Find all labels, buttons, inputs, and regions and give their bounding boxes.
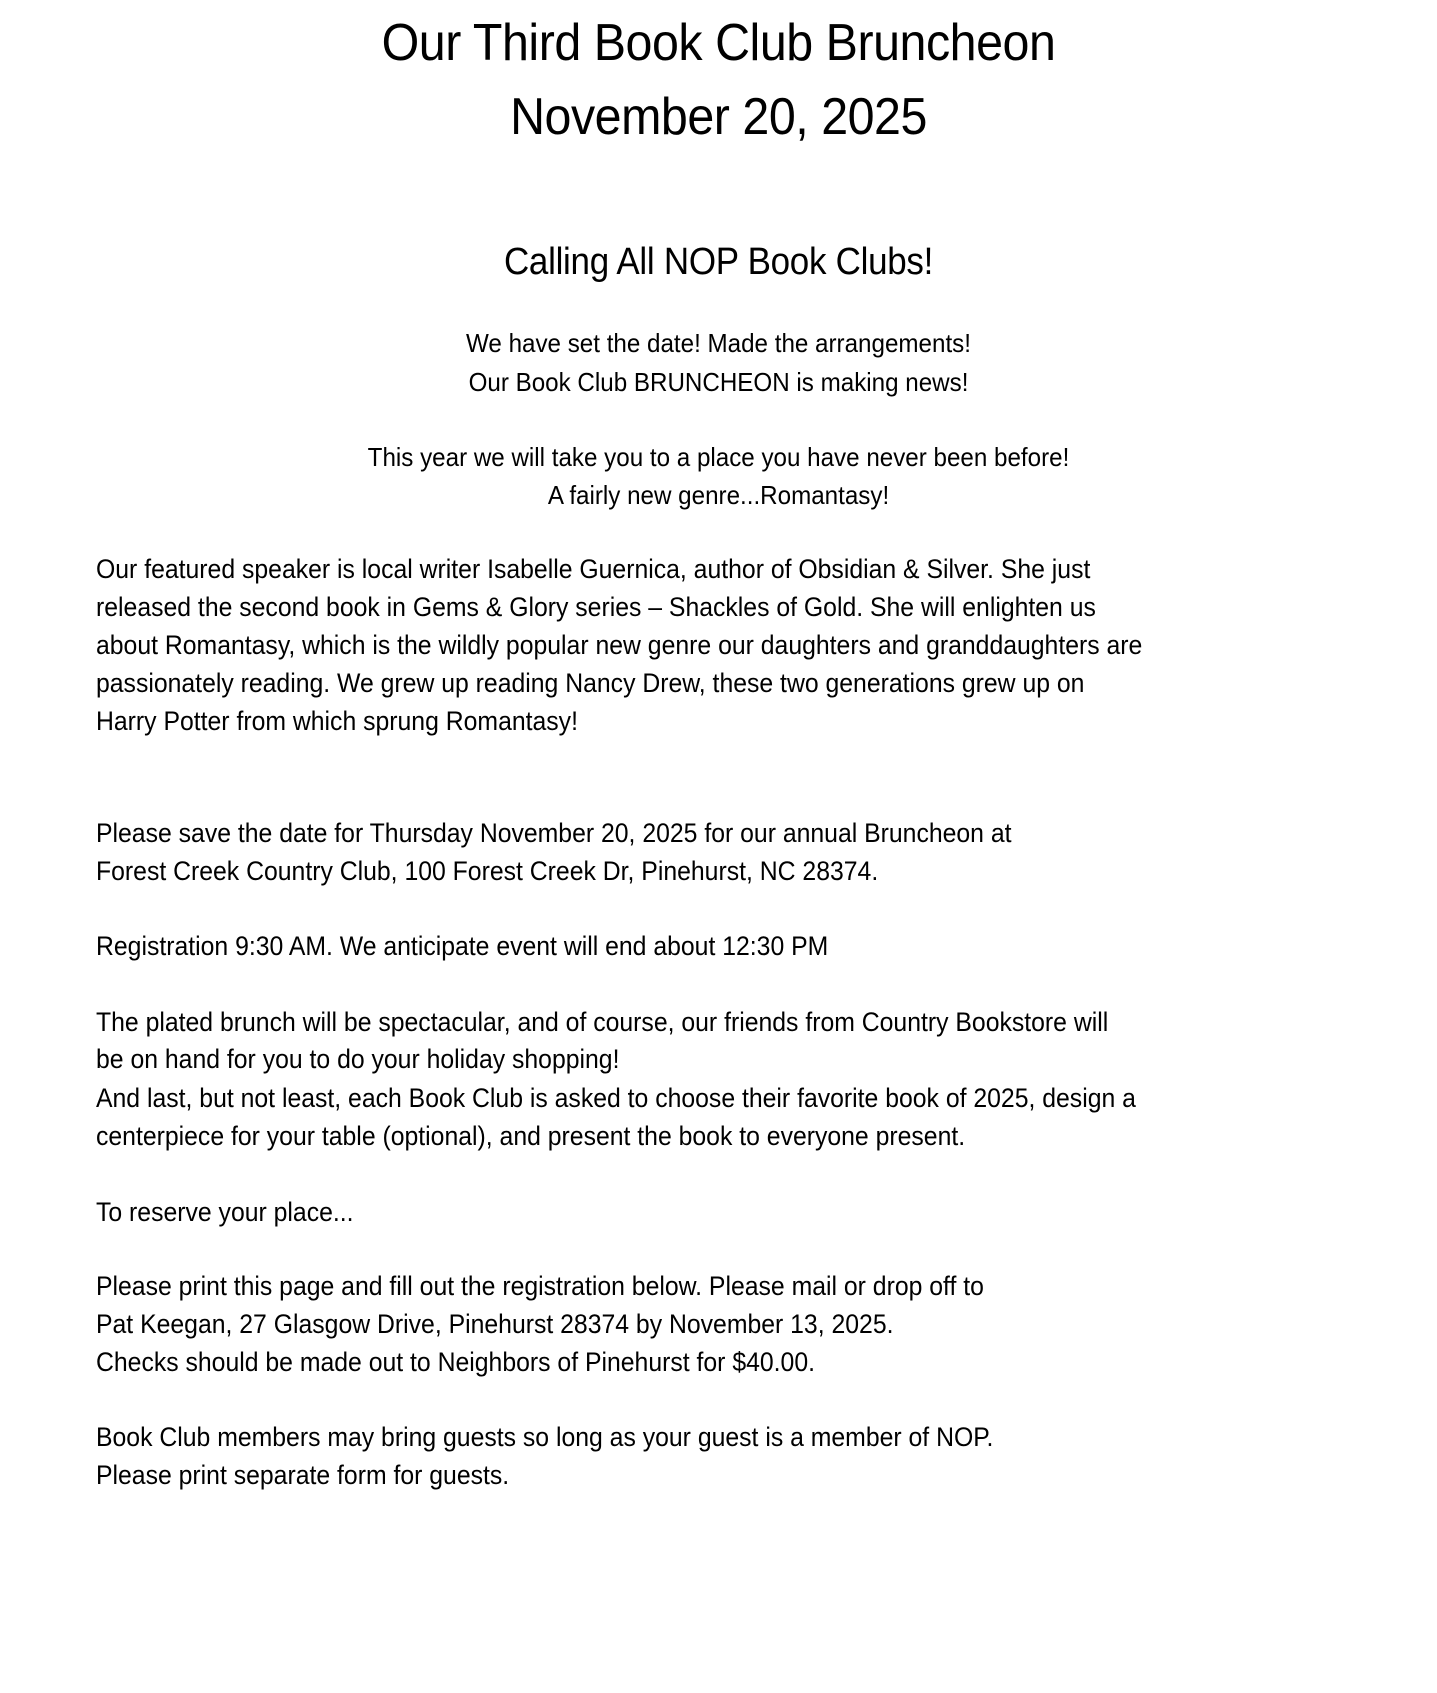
speaker-paragraph-line: released the second book in Gems & Glory series – Shackles of Gold. She will enlighten us bbox=[96, 592, 1096, 622]
registration-paragraph-line: Please print this page and fill out the registration below. Please mail or drop off to bbox=[96, 1271, 984, 1301]
speaker-paragraph-line: Our featured speaker is local writer Isabelle Guernica, author of Obsidian & Silver. She just bbox=[96, 554, 1091, 584]
brunch-paragraph-line: And last, but not least, each Book Club is asked to choose their favorite book of 2025, design a bbox=[96, 1083, 1136, 1113]
venue-paragraph-line: Please save the date for Thursday November 20, 2025 for our annual Bruncheon at bbox=[96, 818, 1012, 848]
intro-line: We have set the date! Made the arrangements! bbox=[466, 328, 971, 358]
brunch-paragraph-line: be on hand for you to do your holiday shopping! bbox=[96, 1044, 620, 1074]
schedule-line: Registration 9:30 AM. We anticipate event will end about 12:30 PM bbox=[96, 931, 829, 961]
brunch-paragraph-line: centerpiece for your table (optional), and present the book to everyone present. bbox=[96, 1121, 966, 1151]
guests-paragraph-line: Please print separate form for guests. bbox=[96, 1460, 510, 1490]
intro-line: Our Book Club BRUNCHEON is making news! bbox=[468, 367, 969, 397]
venue-address: Forest Creek Country Club, 100 Forest Creek Dr, Pinehurst, NC 28374. bbox=[96, 856, 879, 886]
intro-line: A fairly new genre...Romantasy! bbox=[547, 480, 890, 510]
registration-payment-info: Checks should be made out to Neighbors of Pinehurst for $40.00. bbox=[96, 1347, 815, 1377]
brunch-paragraph-line: The plated brunch will be spectacular, and of course, our friends from Country Bookstore will bbox=[96, 1007, 1109, 1037]
page-subtitle: Calling All NOP Book Clubs! bbox=[503, 241, 934, 283]
registration-mailing-address: Pat Keegan, 27 Glasgow Drive, Pinehurst 28374 by November 13, 2025. bbox=[96, 1309, 894, 1339]
reserve-line: To reserve your place... bbox=[96, 1197, 354, 1227]
speaker-paragraph-line: passionately reading. We grew up reading Nancy Drew, these two generations grew up on bbox=[96, 668, 1085, 698]
page-title-line1: Our Third Book Club Bruncheon bbox=[381, 14, 1056, 72]
intro-line: This year we will take you to a place you have never been before! bbox=[367, 442, 1070, 472]
guests-paragraph-line: Book Club members may bring guests so long as your guest is a member of NOP. bbox=[96, 1422, 994, 1452]
speaker-paragraph-line: Harry Potter from which sprung Romantasy! bbox=[96, 706, 578, 736]
page-title-date: November 20, 2025 bbox=[510, 88, 927, 146]
speaker-paragraph-line: about Romantasy, which is the wildly popular new genre our daughters and granddaughters are bbox=[96, 630, 1143, 660]
